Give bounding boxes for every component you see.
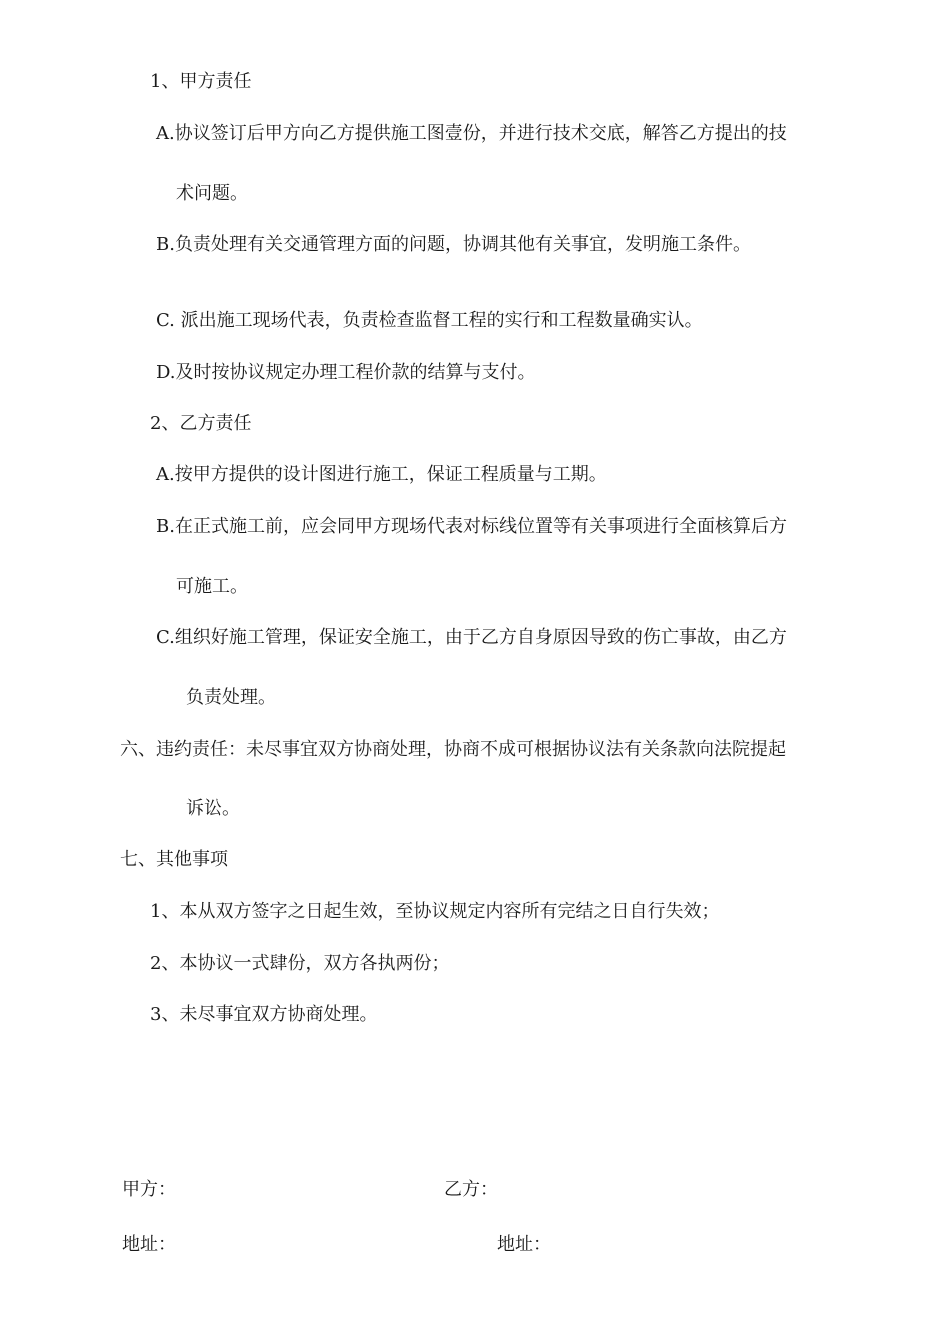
clause-b-a: A.按甲方提供的设计图进行施工，保证工程质量与工期。 [156, 464, 607, 485]
clause-a-line1: A.协议签订后甲方向乙方提供施工图壹份，并进行技术交底，解答乙方提出的技 [156, 123, 787, 144]
clause-c: C. 派出施工现场代表，负责检查监督工程的实行和工程数量确实认。 [156, 310, 703, 331]
party-b-signature-label: 乙方： [444, 1179, 498, 1200]
party-b-address-label: 地址： [497, 1234, 551, 1255]
section-six-line2: 诉讼。 [186, 798, 240, 819]
section-seven-item-3: 3、未尽事宜双方协商处理。 [150, 1004, 378, 1025]
section-heading-party-a: 1、甲方责任 [150, 71, 252, 92]
clause-a-line2: 术问题。 [176, 183, 248, 204]
section-six-line1: 六、违约责任：未尽事宜双方协商处理，协商不成可根据协议法有关条款向法院提起 [120, 739, 786, 760]
party-a-signature-label: 甲方： [122, 1179, 176, 1200]
section-heading-party-b: 2、乙方责任 [150, 413, 252, 434]
section-seven-heading: 七、其他事项 [120, 849, 228, 870]
party-a-address-label: 地址： [122, 1234, 176, 1255]
section-seven-item-1: 1、本从双方签字之日起生效，至协议规定内容所有完结之日自行失效； [150, 901, 720, 922]
clause-d: D.及时按协议规定办理工程价款的结算与支付。 [156, 362, 536, 383]
clause-b: B.负责处理有关交通管理方面的问题，协调其他有关事宜，发明施工条件。 [156, 234, 751, 255]
clause-b-b-line1: B.在正式施工前，应会同甲方现场代表对标线位置等有关事项进行全面核算后方 [156, 516, 787, 537]
section-seven-item-2: 2、本协议一式肆份，双方各执两份； [150, 953, 450, 974]
clause-b-c-line2: 负责处理。 [186, 687, 276, 708]
clause-b-c-line1: C.组织好施工管理，保证安全施工，由于乙方自身原因导致的伤亡事故，由乙方 [156, 627, 787, 648]
clause-b-b-line2: 可施工。 [176, 576, 248, 597]
